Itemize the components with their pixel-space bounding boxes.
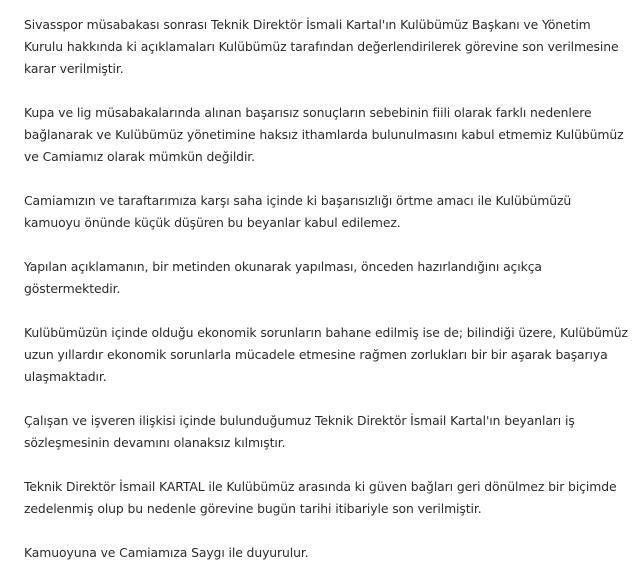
paragraph-7: Teknik Direktör İsmail KARTAL ile Kulübümüz arasında ki güven bağları geri dönülmez bir biçimde zedelenmiş olup bu nedenle görevine bugün tarihi itibariyle son verilmiştir. (24, 479, 617, 516)
paragraph-8: Kamuoyuna ve Camiamıza Saygı ile duyurulur. (24, 545, 309, 560)
paragraph-6: Çalışan ve işveren ilişkisi içinde bulunduğumuz Teknik Direktör İsmail Kartal'ın beyanları iş sözleşmesinin devamını olanaksız kılmıştır. (24, 413, 575, 450)
paragraph-2: Kupa ve lig müsabakalarında alınan başarısız sonuçların sebebinin fiili olarak farklı nedenlere bağlanarak ve Kulübümüz yönetimine haksız ithamlarda bulunulmasını kabul etmemiz Kulübümüz ve Camiamız olarak mümkün değildir. (24, 105, 624, 164)
club-statement (24, 14, 628, 564)
paragraph-4: Yapılan açıklamanın, bir metinden okunarak yapılması, önceden hazırlandığını açıkça göstermektedir. (24, 259, 542, 296)
paragraph-1: Sivasspor müsabakası sonrası Teknik Direktör İsmali Kartal'ın Kulübümüz Başkanı ve Yönetim Kurulu hakkında ki açıklamaları Kulübümüz tarafından değerlendirilerek görevine son verilmesine karar verilmiştir. (24, 17, 619, 76)
paragraph-5: Kulübümüzün içinde olduğu ekonomik sorunların bahane edilmiş ise de; bilindiği üzere, Kulübümüz uzun yıllardır ekonomik sorunlarla mücadele etmesine rağmen zorlukları bir bir aşarak başarıya ulaşmaktadır. (24, 325, 628, 384)
paragraph-3: Camiamızın ve taraftarımıza karşı saha içinde ki başarısızlığı örtme amacı ile Kulübümüzü kamuoyu önünde küçük düşüren bu beyanlar kabul edilemez. (24, 193, 572, 230)
